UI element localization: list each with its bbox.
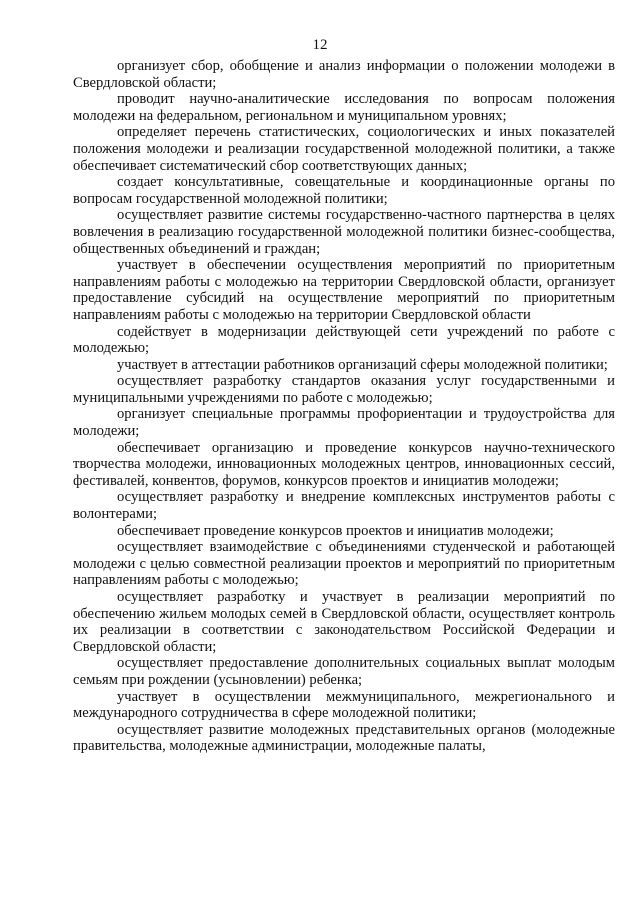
paragraph: осуществляет развитие системы государственно-частного партнерства в целях вовлечения в реализацию государственной молодежной политики бизнес-сообщества, общественных объединений и граждан; — [73, 207, 615, 257]
paragraph: организует специальные программы профориентации и трудоустройства для молодежи; — [73, 406, 615, 440]
paragraph: определяет перечень статистических, социологических и иных показателей положения молодежи и реализации государственной молодежной политики, а также обеспечивает систематический сбор соответствующих данных; — [73, 124, 615, 174]
paragraph: осуществляет разработку стандартов оказания услуг государственными и муниципальными учреждениями по работе с молодежью; — [73, 373, 615, 406]
paragraph: участвует в осуществлении межмуниципального, межрегионального и международного сотрудничества в сфере молодежной политики; — [73, 688, 615, 722]
paragraph: осуществляет развитие молодежных представительных органов (молодежные правительства, молодежные администрации, молодежные палаты, — [73, 721, 615, 755]
paragraph: содействует в модернизации действующей сети учреждений по работе с молодежью; — [73, 323, 615, 357]
paragraph: осуществляет разработку и внедрение комплексных инструментов работы с волонтерами; — [73, 489, 615, 523]
paragraph: участвует в аттестации работников организаций сферы молодежной политики; — [117, 356, 608, 373]
paragraph: осуществляет взаимодействие с объединениями студенческой и работающей молодежи с целью совместной реализации проектов и мероприятий по приоритетным направлениям работы с молодежью; — [73, 539, 615, 589]
paragraph: проводит научно-аналитические исследования по вопросам положения молодежи на федеральном, региональном и муниципальном уровнях; — [73, 91, 615, 124]
paragraph: осуществляет разработку и участвует в реализации мероприятий по обеспечению жильем молодых семей в Свердловской области, осуществляет контроль их реализации в соответствии с законодательством Российской Федерации и Свердловской области; — [73, 589, 615, 655]
paragraph: обеспечивает организацию и проведение конкурсов научно-технического творчества молодежи, инновационных молодежных центров, инновационных сессий, фестивалей, конвентов, форумов, конкурсов проектов и инициатив молодежи; — [73, 439, 615, 489]
paragraph: участвует в обеспечении осуществления мероприятий по приоритетным направлениям работы с молодежью на территории Свердловской области, организует предоставление субсидий на осуществление мероприятий по приоритетным направлениям работы с молодежью на территории Свердловской области — [73, 257, 615, 323]
paragraph: создает консультативные, совещательные и координационные органы по вопросам государственной молодежной политики; — [73, 174, 615, 207]
paragraph: организует сбор, обобщение и анализ информации о положении молодежи в Свердловской области; — [73, 58, 615, 91]
document-body — [73, 58, 615, 755]
paragraph: обеспечивает проведение конкурсов проектов и инициатив молодежи; — [117, 522, 554, 539]
page-number: 12 — [312, 37, 328, 53]
paragraph: осуществляет предоставление дополнительных социальных выплат молодым семьям при рождении (усыновлении) ребенка; — [73, 655, 615, 688]
